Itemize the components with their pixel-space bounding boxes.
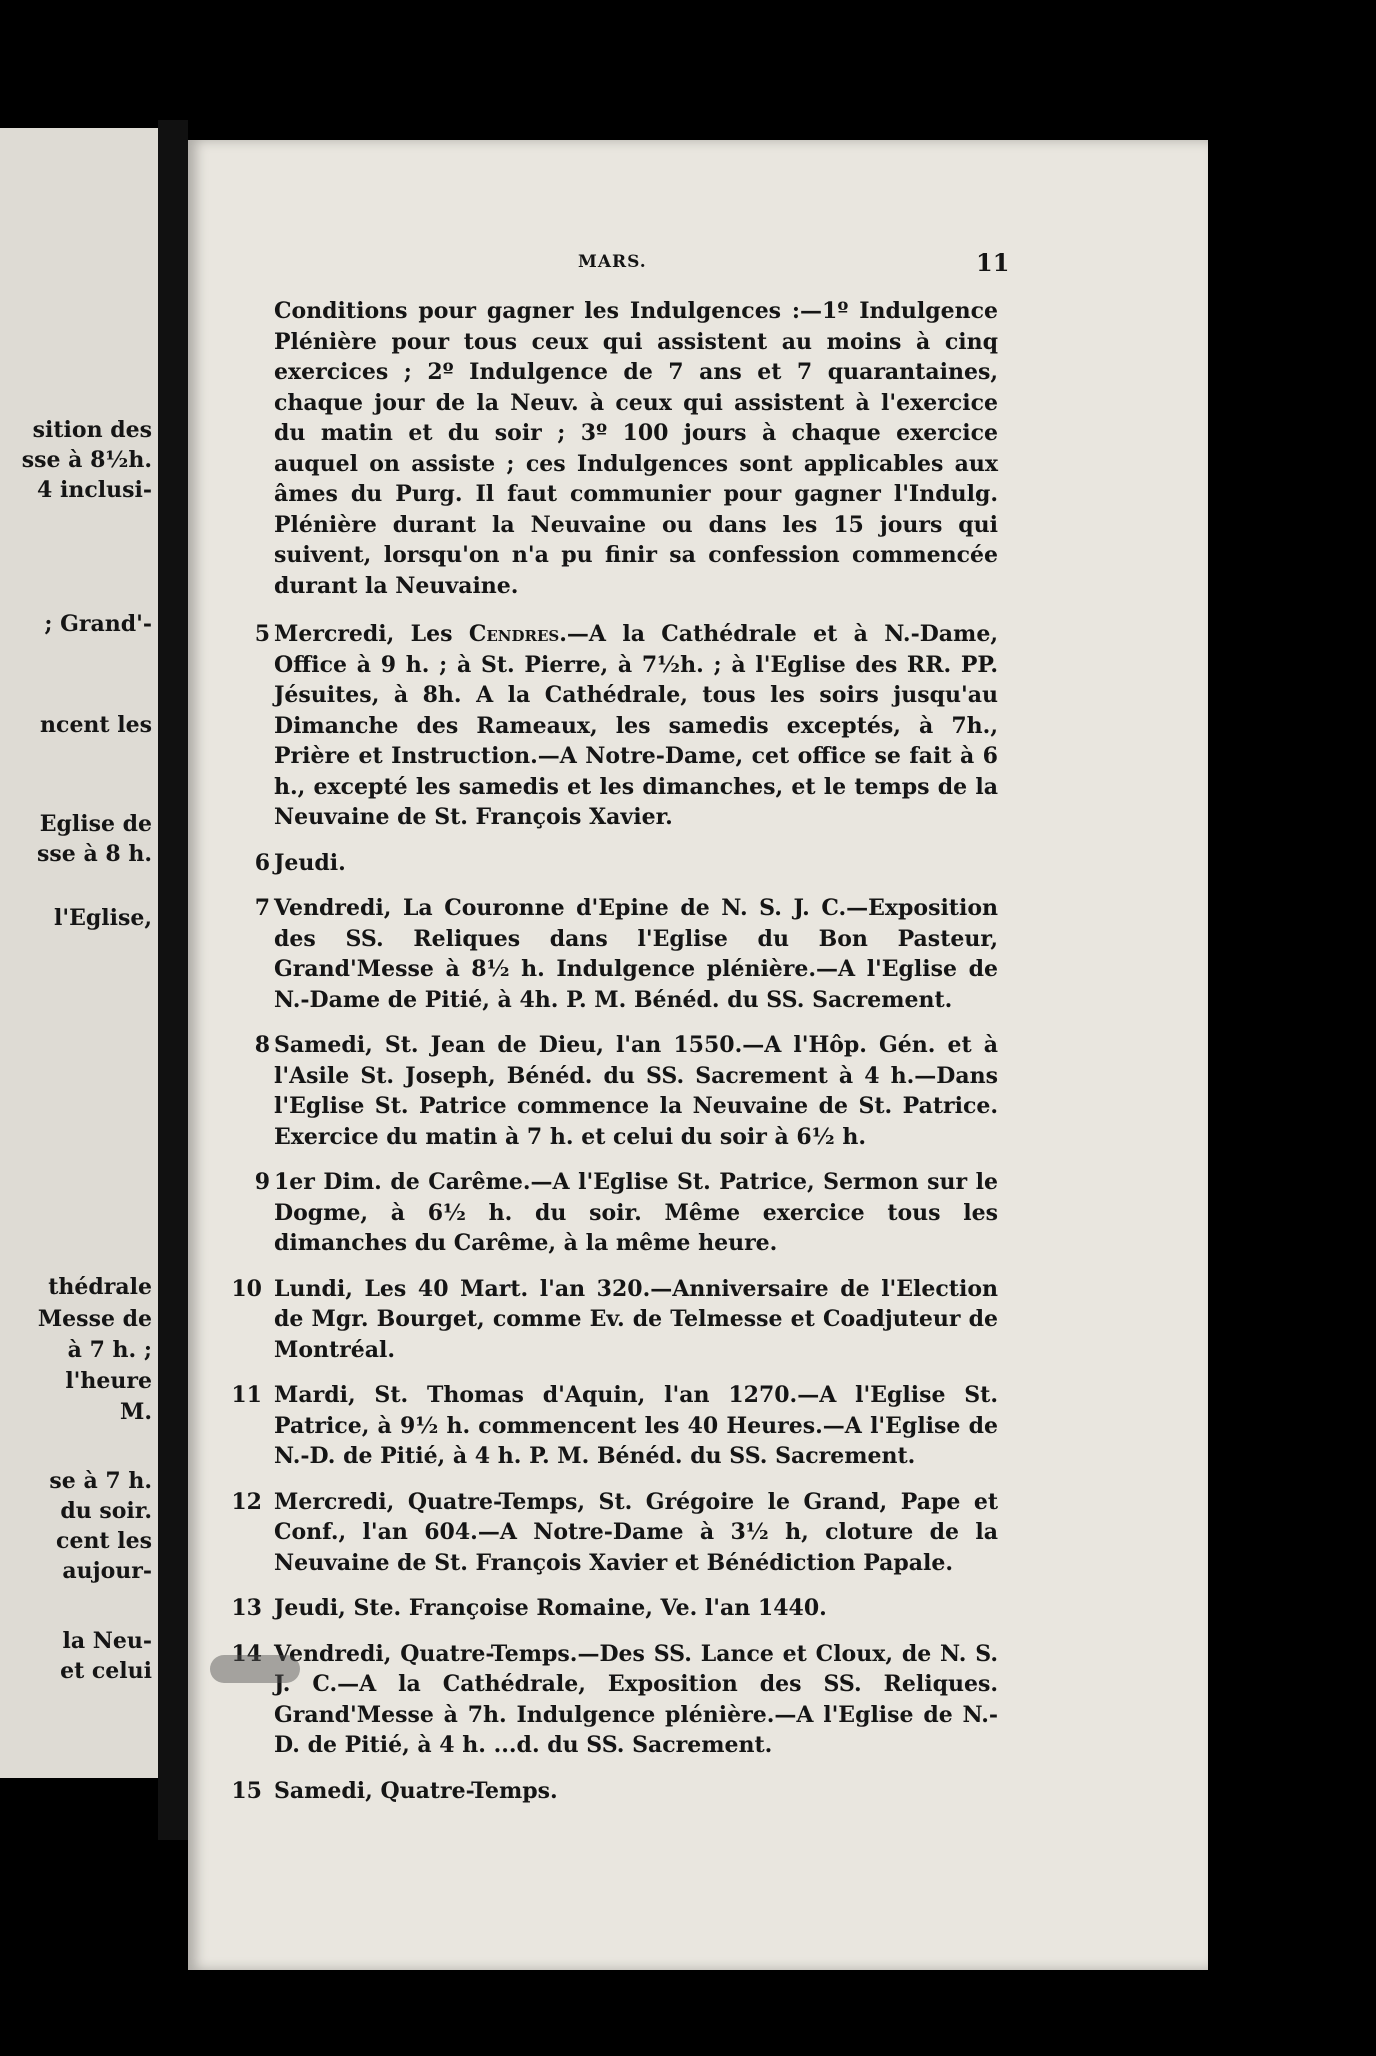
- left-fragment: Eglise de: [39, 811, 152, 837]
- book-gutter: [158, 120, 188, 1840]
- left-fragment: ; Grand'-: [44, 611, 152, 637]
- day-number: 8: [254, 1032, 270, 1058]
- left-fragment: aujour-: [62, 1558, 152, 1584]
- entry-feast-name: Cendres: [468, 621, 560, 647]
- day-number: 9: [254, 1169, 270, 1195]
- running-head: [188, 248, 1208, 278]
- ink-smudge: [210, 1655, 300, 1683]
- calendar-entry: [218, 619, 998, 833]
- day-number: 10: [231, 1275, 262, 1302]
- left-fragment: se à 7 h.: [49, 1468, 152, 1494]
- entry-text: Jeudi, Ste. Françoise Romaine, Ve. l'an 1440.: [274, 1595, 827, 1621]
- entry-text: Jeudi.: [274, 849, 346, 876]
- left-fragment: l'heure: [65, 1368, 152, 1394]
- day-number: 5: [254, 621, 270, 647]
- day-number: 14: [231, 1640, 262, 1667]
- left-fragment: sition des: [32, 417, 152, 443]
- left-fragment: à 7 h. ;: [67, 1337, 152, 1363]
- day-number: 13: [231, 1595, 262, 1621]
- day-number: 15: [231, 1777, 262, 1804]
- calendar-entry: [218, 893, 998, 1015]
- entry-text: 1er Dim. de Carême.—A l'Eglise St. Patrice, Sermon sur le Dogme, à 6½ h. du soir. Même exercice tous les dimanches du Carême, à la même heure.: [274, 1169, 998, 1256]
- body-text: [218, 296, 998, 1821]
- indulgence-conditions-paragraph: Conditions pour gagner les Indulgences :—1º Indulgence Plénière pour tous ceux qui assistent au moins à cinq exercices ; 2º Indulgence de 7 ans et 7 quarantaines, chaque jour de la Neuv. à ceux qui assistent à l'exercice du matin et du soir ; 3º 100 jours à chaque exercice auquel on assiste ; ces Indulgences sont applicables aux âmes du Purg. Il faut communier pour gagner l'Indulg. Plénière durant la Neuvaine ou dans les 15 jours qui suivent, lorsqu'on n'a pu finir sa confession commencée durant la Neuvaine.: [274, 298, 998, 599]
- calendar-entry: [218, 1030, 998, 1152]
- left-fragment: ncent les: [40, 712, 152, 738]
- left-fragment: 4 inclusi-: [37, 477, 152, 503]
- left-fragment: sse à 8 h.: [37, 841, 152, 867]
- entry-text: Mardi, St. Thomas d'Aquin, l'an 1270.—A l'Eglise St. Patrice, à 9½ h. commencent les 40 Heures.—A l'Eglise de N.-D. de Pitié, à 4 h. P. M. Bénéd. du SS. Sacrement.: [274, 1382, 998, 1469]
- entry-text: .—A la Cathédrale et à N.-Dame, Office à 9 h. ; à St. Pierre, à 7½h. ; à l'Eglise des RR. PP. Jésuites, à 8h. A la Cathédrale, tous les soirs jusqu'au Dimanche des Rameaux, les samedis exceptés, à 7h., Prière et Instruction.—A Notre-Dame, cet office se fait à 6 h., excepté les samedis et les dimanches, et le temps de la Neuvaine de St. François Xavier.: [274, 621, 998, 830]
- calendar-entry: [218, 1639, 998, 1761]
- left-fragment: la Neu-: [62, 1628, 152, 1654]
- calendar-entry: [218, 1776, 998, 1807]
- entry-text-lead: Mercredi, Les: [274, 621, 469, 647]
- entry-text: Lundi, Les 40 Mart. l'an 320.—Anniversaire de l'Election de Mgr. Bourget, comme Ev. de Telmesse et Coadjuteur de Montréal.: [274, 1275, 998, 1363]
- calendar-entry: [218, 1487, 998, 1579]
- entry-text: Samedi, St. Jean de Dieu, l'an 1550.—A l'Hôp. Gén. et à l'Asile St. Joseph, Bénéd. du SS. Sacrement à 4 h.—Dans l'Eglise St. Patrice commence la Neuvaine de St. Patrice. Exercice du matin à 7 h. et celui du soir à 6½ h.: [274, 1032, 998, 1150]
- calendar-entry: [218, 848, 998, 879]
- page-number: 11: [976, 248, 1010, 277]
- calendar-entry: [218, 1380, 998, 1472]
- entry-text: Vendredi, Quatre-Temps.—Des SS. Lance et Cloux, de N. S. J. C.—A la Cathédrale, Exposition des SS. Reliques. Grand'Messe à 7h. Indulgence plénière.—A l'Eglise de N.-D. de Pitié, à 4 h. ...d. du SS. Sacrement.: [274, 1640, 998, 1758]
- calendar-entry: [218, 1167, 998, 1259]
- day-number: 12: [231, 1488, 262, 1515]
- entry-text: Vendredi, La Couronne d'Epine de N. S. J. C.—Exposition des SS. Reliques dans l'Eglise du Bon Pasteur, Grand'Messe à 8½ h. Indulgence plénière.—A l'Eglise de N.-Dame de Pitié, à 4h. P. M. Bénéd. du SS. Sacrement.: [274, 895, 998, 1013]
- left-facing-page: [0, 128, 158, 1778]
- calendar-entry: [218, 1593, 998, 1624]
- left-fragment: l'Eglise,: [53, 905, 152, 931]
- left-fragment: du soir.: [60, 1498, 152, 1524]
- month-heading: MARS.: [578, 252, 647, 272]
- left-fragment: cent les: [56, 1528, 152, 1554]
- day-number: 6: [254, 849, 270, 876]
- left-fragment: Messe de: [37, 1306, 152, 1332]
- main-page: [188, 140, 1208, 1970]
- day-number: 11: [231, 1382, 262, 1408]
- entry-text: Mercredi, Quatre-Temps, St. Grégoire le Grand, Pape et Conf., l'an 604.—A Notre-Dame à 3½ h, cloture de la Neuvaine de St. François Xavier et Bénédiction Papale.: [274, 1488, 998, 1576]
- left-fragment: M.: [119, 1399, 152, 1425]
- calendar-entry: [218, 1274, 998, 1366]
- left-fragment: sse à 8½h.: [21, 447, 152, 473]
- entry-text: Samedi, Quatre-Temps.: [274, 1777, 558, 1804]
- left-fragment: thédrale: [48, 1274, 152, 1300]
- left-fragment: et celui: [60, 1658, 152, 1684]
- day-number: 7: [254, 895, 270, 921]
